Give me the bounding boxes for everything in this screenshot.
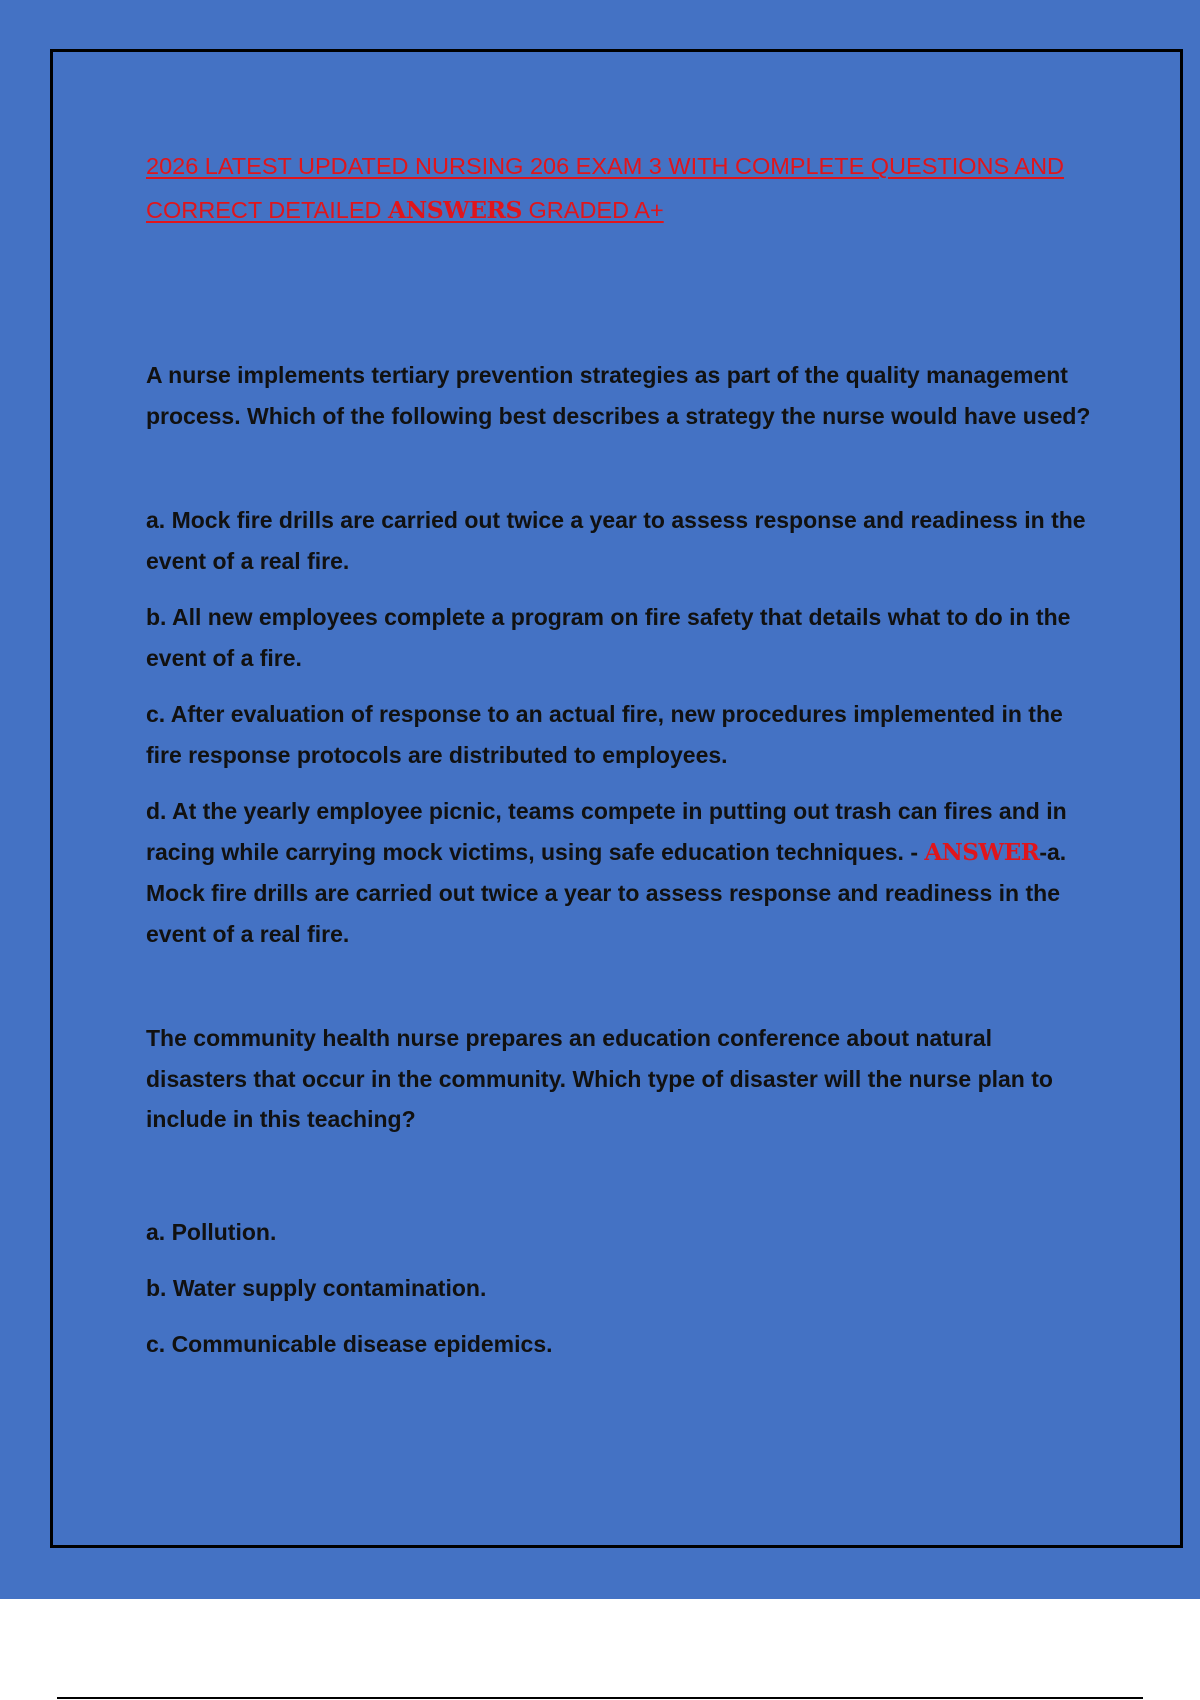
question-1-answer-text: -a. Mock fire drills are carried out twice a year to assess response and readiness in the event of a real fire.: [146, 838, 1067, 947]
title-part-2: GRADED A+: [522, 197, 664, 223]
question-2-option-c: c. Communicable disease epidemics.: [146, 1330, 553, 1357]
bottom-divider: [57, 1697, 1143, 1699]
question-1-option-b: b. All new employees complete a program on fire safety that details what to do in the event of a fire.: [146, 604, 1071, 671]
question-2-option-b: b. Water supply contamination.: [146, 1274, 487, 1301]
title-part-1: 2026 LATEST UPDATED NURSING 206 EXAM 3 WITH COMPLETE QUESTIONS AND CORRECT DETAILED: [146, 153, 1065, 223]
question-2-stem: The community health nurse prepares an education conference about natural disasters that occur in the community. Which type of disaster will the nurse plan to include in this teaching?: [146, 1025, 1053, 1132]
question-1-stem: A nurse implements tertiary prevention strategies as part of the quality management process. Which of the following best describes a strategy the nurse would have used?: [146, 362, 1091, 429]
title-answers-word: ANSWERS: [388, 196, 522, 224]
question-1-option-c: c. After evaluation of response to an actual fire, new procedures implemented in the fire response protocols are distributed to employees.: [146, 701, 1063, 768]
document-title: [146, 144, 1096, 232]
question-2-option-a: a. Pollution.: [146, 1218, 277, 1245]
document-content: [146, 144, 1096, 1364]
question-1-option-a: a. Mock fire drills are carried out twice a year to assess response and readiness in the event of a real fire.: [146, 507, 1086, 574]
answer-label: ANSWER: [924, 838, 1040, 866]
question-1-option-d: d. At the yearly employee picnic, teams compete in putting out trash can fires and in racing while carrying mock victims, using safe education techniques. -: [146, 798, 1067, 865]
question-1-option-d-with-answer: [146, 791, 1096, 954]
